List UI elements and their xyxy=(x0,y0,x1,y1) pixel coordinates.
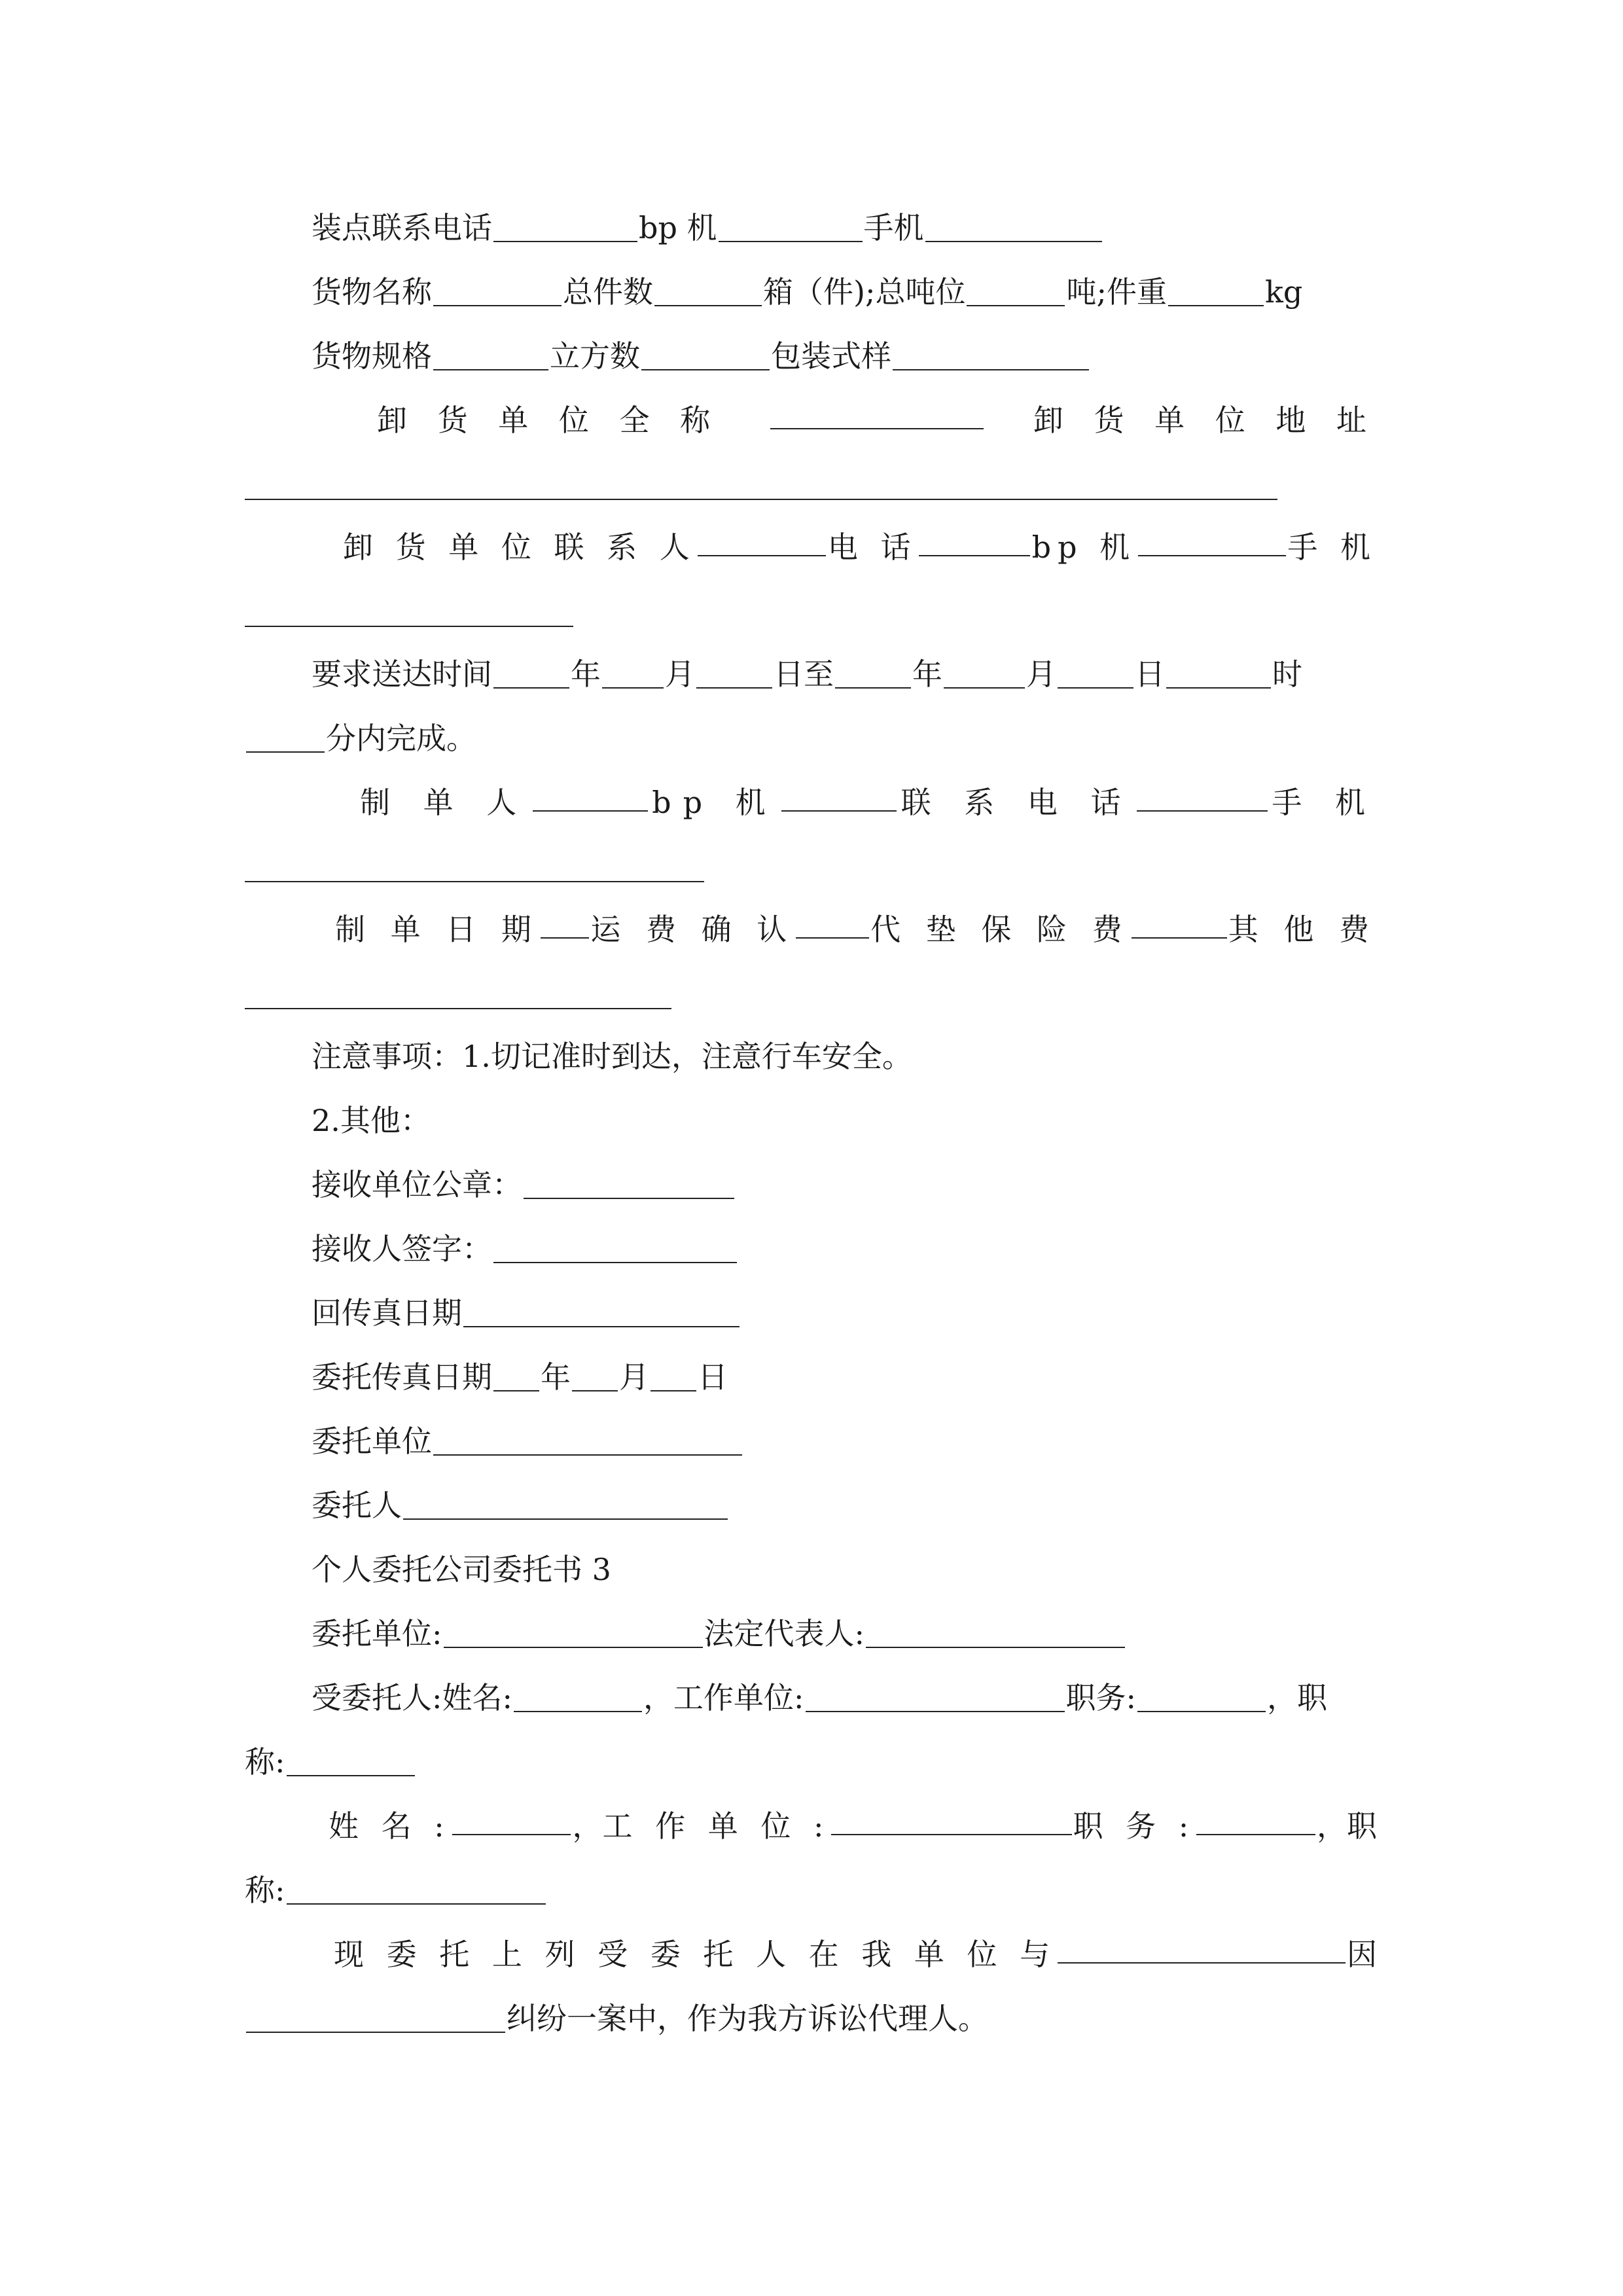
minute-line xyxy=(245,712,476,764)
preparer-blank[interactable] xyxy=(533,780,648,812)
piece-weight-blank[interactable] xyxy=(1168,275,1264,306)
end-month-blank[interactable] xyxy=(944,657,1025,689)
section-heading-line xyxy=(312,1543,611,1596)
total-tonnage-label: 箱（件);总吨位 xyxy=(763,274,966,310)
preparer-label: 制 单 人 xyxy=(360,785,529,820)
receiver-signature-label: 接收人签字： xyxy=(312,1231,492,1266)
receiver-signature-line xyxy=(312,1223,738,1275)
piece-weight-label: 吨;件重 xyxy=(1066,274,1167,310)
trustee-1-title-label: ，职 xyxy=(1267,1680,1327,1715)
trustee-1-work-unit-blank[interactable] xyxy=(806,1681,1065,1712)
return-fax-date-line xyxy=(312,1287,741,1339)
return-fax-date-blank[interactable] xyxy=(463,1296,740,1327)
unloading-unit-name-blank[interactable] xyxy=(770,398,984,429)
trustee-2-comma-2: ， xyxy=(1317,1808,1347,1844)
trustee-2-comma-1: ， xyxy=(572,1808,603,1844)
trustee-1-title-line xyxy=(245,1736,416,1788)
receiver-seal-line xyxy=(312,1158,736,1211)
hour-blank[interactable] xyxy=(1166,657,1271,689)
entrusting-unit-label: 委托单位 xyxy=(312,1424,432,1459)
unloading-bp-blank[interactable] xyxy=(1138,525,1286,556)
mobile-blank[interactable] xyxy=(925,211,1102,242)
trustee-2-title-cont: 称: xyxy=(245,1873,285,1908)
opposing-party-blank[interactable] xyxy=(1058,1932,1346,1964)
end-month-label: 月 xyxy=(1026,656,1056,692)
fax-month-blank[interactable] xyxy=(572,1360,618,1391)
trustee-1-title-cont: 称: xyxy=(245,1744,285,1780)
day-to-label: 日至 xyxy=(774,656,834,692)
receiver-seal-blank[interactable] xyxy=(524,1168,734,1199)
end-day-blank[interactable] xyxy=(1058,657,1133,689)
dispute-cause-blank[interactable] xyxy=(246,2001,505,2033)
trustee-2-position-blank[interactable] xyxy=(1196,1804,1315,1835)
trustee-1-name-blank[interactable] xyxy=(514,1681,642,1712)
trustee-2-title-label: 职 xyxy=(1347,1808,1378,1844)
trustee-1-position-label: 职务: xyxy=(1065,1680,1136,1715)
unloading-unit-address-label: 卸 货 单 位 地 址 xyxy=(1033,403,1377,438)
entrust-statement-text: 现 委 托 上 列 受 委 托 人 在 我 单 位 与 xyxy=(334,1937,1057,1972)
unloading-phone-blank[interactable] xyxy=(919,525,1030,556)
end-year-blank[interactable] xyxy=(835,657,911,689)
goods-spec-label: 货物规格 xyxy=(312,338,432,374)
trustee-2-title-line xyxy=(245,1864,547,1916)
entrust-fax-date-line xyxy=(312,1351,728,1403)
trustee-2-title-blank[interactable] xyxy=(287,1873,546,1905)
trustee-1-work-unit-label: ，工作单位: xyxy=(643,1680,804,1715)
prepare-date-blank[interactable] xyxy=(541,907,590,939)
trustee-2-line xyxy=(329,1800,1377,1852)
volume-label: 立方数 xyxy=(550,338,640,374)
other-fees-rule[interactable] xyxy=(245,1008,671,1009)
goods-name-blank[interactable] xyxy=(433,275,562,306)
trustee-1-line xyxy=(312,1672,1377,1724)
volume-blank[interactable] xyxy=(641,339,770,370)
year-label: 年 xyxy=(571,656,601,692)
trustee-1-title-blank[interactable] xyxy=(287,1745,415,1776)
mobile-label: 手机 xyxy=(863,210,924,245)
trustee-2-name-label: 姓 名 : xyxy=(329,1808,451,1844)
bp-blank[interactable] xyxy=(719,211,863,242)
packaging-label: 包装式样 xyxy=(771,338,891,374)
entrust-statement-line xyxy=(334,1928,1377,1981)
insurance-advance-blank[interactable] xyxy=(1132,907,1227,939)
fax-day-label: 日 xyxy=(698,1359,728,1395)
unloading-mobile-rule[interactable] xyxy=(245,626,573,627)
month-label: 月 xyxy=(665,656,695,692)
legal-rep-blank[interactable] xyxy=(866,1617,1125,1648)
unloading-address-rule[interactable] xyxy=(245,499,1277,500)
end-year-label: 年 xyxy=(912,656,942,692)
delivery-time-label: 要求送达时间 xyxy=(312,656,492,692)
other-fees-label: 其 他 费 xyxy=(1228,912,1377,947)
end-day-label: 日 xyxy=(1135,656,1165,692)
entruster-blank[interactable] xyxy=(403,1488,728,1520)
minute-blank[interactable] xyxy=(246,721,325,753)
insurance-advance-label: 代 垫 保 险 费 xyxy=(870,912,1130,947)
goods-spec-line xyxy=(312,330,1090,382)
freight-confirm-label: 运 费 确 认 xyxy=(590,912,795,947)
preparer-phone-blank[interactable] xyxy=(1137,780,1268,812)
fax-day-blank[interactable] xyxy=(651,1360,696,1391)
preparer-bp-label: bp 机 xyxy=(652,785,777,820)
total-pieces-blank[interactable] xyxy=(654,275,762,306)
notes-other-text: 2.其他： xyxy=(312,1103,431,1138)
start-day-blank[interactable] xyxy=(696,657,772,689)
hour-label: 时 xyxy=(1272,656,1302,692)
trustee-2-work-unit-blank[interactable] xyxy=(831,1804,1071,1835)
total-pieces-label: 总件数 xyxy=(563,274,653,310)
trustee-2-work-unit-label: 工 作 单 位 : xyxy=(602,1808,830,1844)
unloading-unit-line xyxy=(377,394,1377,446)
preparer-phone-label: 联 系 电 话 xyxy=(901,785,1133,820)
unloading-mobile-label: 手 机 xyxy=(1287,529,1377,565)
trustee-2-position-label: 职 务 : xyxy=(1073,1808,1196,1844)
unloading-contact-blank[interactable] xyxy=(698,525,826,556)
unloading-contact-label: 卸 货 单 位 联 系 人 xyxy=(343,529,696,565)
receiver-signature-blank[interactable] xyxy=(493,1232,737,1263)
packaging-blank[interactable] xyxy=(893,339,1089,370)
entrusting-unit-line xyxy=(312,1415,743,1467)
entrusting-unit-blank[interactable] xyxy=(433,1424,742,1456)
freight-confirm-blank[interactable] xyxy=(796,907,869,939)
trustee-1-position-blank[interactable] xyxy=(1137,1681,1266,1712)
unloading-bp-label: bp 机 xyxy=(1031,529,1137,565)
goods-spec-blank[interactable] xyxy=(433,339,548,370)
start-year-blank[interactable] xyxy=(493,657,569,689)
prepare-date-label: 制 单 日 期 xyxy=(335,912,539,947)
entrusting-company-label: 委托单位: xyxy=(312,1616,442,1651)
bp-label: bp 机 xyxy=(639,210,717,245)
unloading-phone-label: 电 话 xyxy=(827,529,918,565)
entrusting-company-line xyxy=(312,1607,1126,1660)
trustee-2-name-blank[interactable] xyxy=(452,1804,571,1835)
prepare-date-line xyxy=(335,903,1377,956)
loading-phone-label: 装点联系电话 xyxy=(312,210,492,245)
preparer-mobile-rule[interactable] xyxy=(245,881,704,882)
loading-contact-line xyxy=(312,202,1103,254)
fax-month-label: 月 xyxy=(619,1359,649,1395)
goods-name-line xyxy=(312,266,1302,318)
entrusting-company-blank[interactable] xyxy=(444,1617,703,1648)
notes-line xyxy=(312,1030,912,1083)
return-fax-date-label: 回传真日期 xyxy=(312,1295,462,1331)
notes-other-line xyxy=(312,1094,431,1147)
entruster-label: 委托人 xyxy=(312,1488,402,1523)
delivery-time-line xyxy=(312,648,1377,700)
unloading-contact-line xyxy=(343,521,1377,573)
legal-rep-label: 法定代表人: xyxy=(704,1616,865,1651)
loading-phone-blank[interactable] xyxy=(493,211,637,242)
start-month-blank[interactable] xyxy=(602,657,664,689)
preparer-line xyxy=(360,776,1377,829)
minute-complete-text: 分内完成。 xyxy=(326,721,476,756)
preparer-mobile-label: 手 机 xyxy=(1272,785,1377,820)
dispute-line xyxy=(245,1992,988,2045)
section-heading: 个人委托公司委托书 3 xyxy=(312,1552,611,1587)
kg-unit: kg xyxy=(1264,274,1303,310)
unloading-unit-name-label: 卸 货 单 位 全 称 xyxy=(377,403,721,438)
dispute-statement: 纠纷一案中，作为我方诉讼代理人。 xyxy=(507,2001,988,2036)
receiver-seal-label: 接收单位公章： xyxy=(312,1167,522,1202)
trustee-1-name-label: 受委托人:姓名: xyxy=(312,1680,512,1715)
due-to-label: 因 xyxy=(1347,1937,1377,1972)
notes-text: 注意事项：1.切记准时到达，注意行车安全。 xyxy=(312,1039,912,1074)
fax-year-label: 年 xyxy=(541,1359,571,1395)
preparer-bp-blank[interactable] xyxy=(781,780,897,812)
total-tonnage-blank[interactable] xyxy=(967,275,1065,306)
entrust-fax-date-label: 委托传真日期 xyxy=(312,1359,492,1395)
entruster-line xyxy=(312,1479,729,1532)
goods-name-label: 货物名称 xyxy=(312,274,432,310)
fax-year-blank[interactable] xyxy=(493,1360,539,1391)
